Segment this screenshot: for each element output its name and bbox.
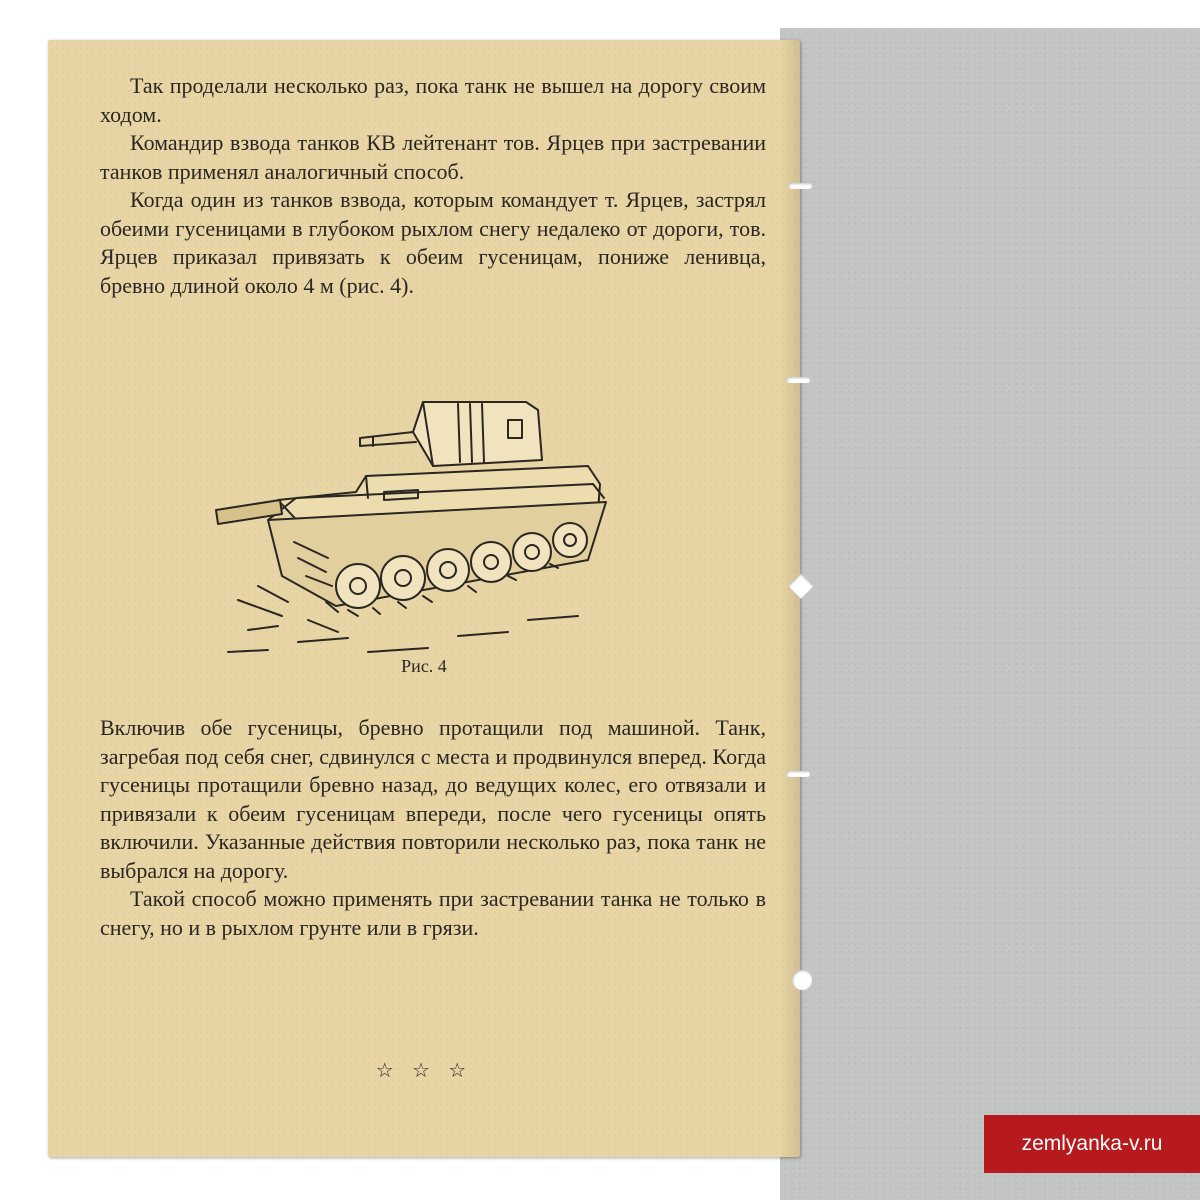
gray-back-cover bbox=[780, 28, 1200, 1200]
paragraph: Такой способ можно применять при застревании танка не только в снегу, но и в рыхлом грунте или в грязи. bbox=[100, 886, 766, 940]
paragraph: Командир взвода танков КВ лейтенант тов. Ярцев при застревании танков применял аналогичный способ. bbox=[100, 130, 766, 184]
binding-hole bbox=[788, 183, 812, 189]
binding-hole bbox=[786, 377, 810, 383]
section-separator-stars: ☆ ☆ ☆ bbox=[375, 1058, 473, 1082]
paragraph: Так проделали несколько раз, пока танк не вышел на дорогу своим ходом. bbox=[100, 73, 766, 127]
paragraph: Когда один из танков взвода, которым командует т. Ярцев, застрял обеими гусеницами в глубоком рыхлом снегу недалеко от дороги, тов. Ярцев приказал привязать к обеим гусеницам, пониже ленивца, бревно длиной около 4 м (рис. 4). bbox=[100, 187, 766, 298]
figure-caption: Рис. 4 bbox=[401, 656, 447, 676]
watermark-badge: zemlyanka-v.ru bbox=[984, 1115, 1200, 1173]
text-block-top bbox=[100, 72, 766, 300]
paragraph: Включив обе гусеницы, бревно протащили под машиной. Танк, загребая под себя снег, сдвинулся с места и продвинулся вперед. Когда гусеницы протащили бревно назад, до ведущих колес, его отвязали и привязали к обеим гусеницам впереди, после чего гусеницы опять включили. Указанные действия повторили несколько раз, пока танк не выбрался на дорогу. bbox=[100, 715, 766, 883]
text-block-bottom bbox=[100, 714, 766, 942]
tank-illustration bbox=[208, 380, 608, 660]
binding-hole bbox=[786, 771, 810, 777]
binding-hole bbox=[792, 970, 812, 990]
booklet-page bbox=[48, 40, 800, 1157]
